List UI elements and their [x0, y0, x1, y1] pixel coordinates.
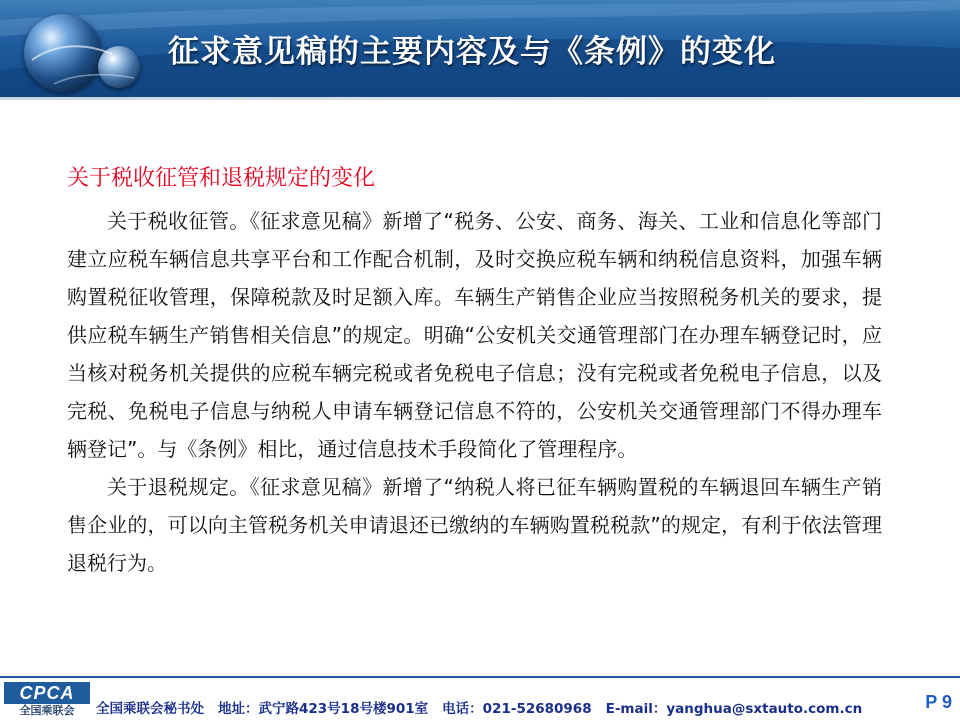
cpca-logo — [4, 682, 90, 718]
footer-contact — [96, 697, 926, 717]
footer-email: E-mail：yanghua@sxtauto.com.cn — [605, 701, 863, 717]
section-heading: 关于税收征管和退税规定的变化 — [67, 166, 376, 191]
footer-phone: 电话：021-52680968 — [442, 701, 592, 717]
logo-wordmark: CPCA — [4, 682, 90, 704]
footer-divider — [0, 676, 960, 678]
logo-subtext: 全国乘联会 — [19, 704, 75, 717]
paragraph-tax-refund: 关于退税规定。《征求意见稿》新增了“纳税人将已征车辆购置税的车辆退回车辆生产销售企业的，可以向主管税务机关申请退还已缴纳的车辆购置税税款”的规定，有利于依法管理退税行为。 — [67, 475, 882, 575]
footer-address: 地址：武宁路423号18号楼901室 — [218, 701, 429, 717]
page-number: P 9 — [925, 692, 952, 712]
paragraph-tax-collection: 关于税收征管。《征求意见稿》新增了“税务、公安、商务、海关、工业和信息化等部门建立应税车辆信息共享平台和工作配合机制，及时交换应税车辆和纳税信息资料，加强车辆购置税征收管理，保障税款及时足额入库。车辆生产销售企业应当按照税务机关的要求，提供应税车辆生产销售相关信息”的规定。明确“公安机关交通管理部门在办理车辆登记时，应当核对税务机关提供的应税车辆完税或者免税电子信息；没有完税或者免税电子信息，以及完税、免税电子信息与纳税人申请车辆登记信息不符的，公安机关交通管理部门不得办理车辆登记”。与《条例》相比，通过信息技术手段简化了管理程序。 — [67, 209, 882, 461]
page-title: 征求意见稿的主要内容及与《条例》的变化 — [168, 34, 776, 70]
body-content — [67, 202, 882, 582]
footer-org: 全国乘联会秘书处 — [96, 701, 204, 717]
orb-swirl-decoration — [24, 14, 144, 94]
header-divider — [0, 97, 960, 100]
title-banner — [0, 0, 960, 97]
